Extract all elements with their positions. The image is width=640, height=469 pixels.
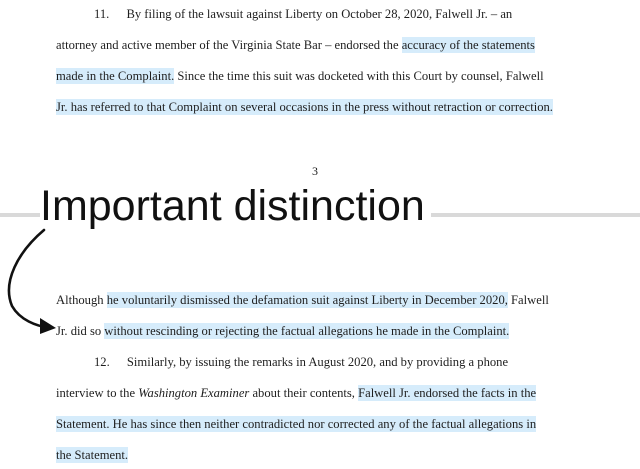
curved-arrow-icon — [0, 222, 60, 342]
page-number: 3 — [312, 164, 318, 178]
para12-line1 — [56, 352, 580, 372]
para11-line4 — [56, 97, 580, 117]
para-although-line1-text: Although — [56, 293, 107, 307]
para11-number: 11. — [94, 7, 110, 21]
para11-line1 — [56, 4, 580, 24]
para12-line2-mid: about their contents, — [249, 386, 359, 400]
highlight: accuracy of the statements — [401, 38, 535, 52]
para11-line3 — [56, 66, 580, 86]
para11-line2 — [56, 35, 580, 55]
highlight: made in the Complaint. — [56, 69, 175, 83]
highlight: he voluntarily dismissed the defamation suit against Liberty in December 2020, — [106, 293, 508, 307]
para12-line2 — [56, 383, 580, 403]
para11-line3-text: Since the time this suit was docketed with this Court by counsel, Falwell — [174, 69, 544, 83]
para-although-line1-end: Falwell — [507, 293, 549, 307]
para11-line1-text: By filing of the lawsuit against Liberty on October 28, 2020, Falwell Jr. – an — [126, 7, 513, 21]
para12-line3 — [56, 414, 580, 434]
para12-line1-text: Similarly, by issuing the remarks in August 2020, and by providing a phone — [126, 355, 509, 369]
highlight: Jr. has referred to that Complaint on several occasions in the press without retraction or correction. — [56, 100, 553, 114]
para12-line2-text: interview to the — [56, 386, 139, 400]
highlight: Falwell Jr. endorsed the facts in the — [358, 386, 537, 400]
highlight: Statement. He has since then neither contradicted nor corrected any of the factual allegations in — [56, 417, 537, 431]
para-although-line1 — [56, 290, 580, 310]
publication-title: Washington Examiner — [138, 386, 250, 400]
annotation-headline: Important distinction — [40, 181, 431, 231]
para11-line2-text: attorney and active member of the Virginia State Bar – endorsed the — [56, 38, 402, 52]
para-although-line2-text: Jr. did so — [56, 324, 105, 338]
para12-line4 — [56, 445, 580, 465]
para-although-line2 — [56, 321, 580, 341]
highlight: without rescinding or rejecting the factual allegations he made in the Complaint. — [104, 324, 510, 338]
para12-number: 12. — [94, 355, 110, 369]
highlight: the Statement. — [56, 448, 129, 462]
